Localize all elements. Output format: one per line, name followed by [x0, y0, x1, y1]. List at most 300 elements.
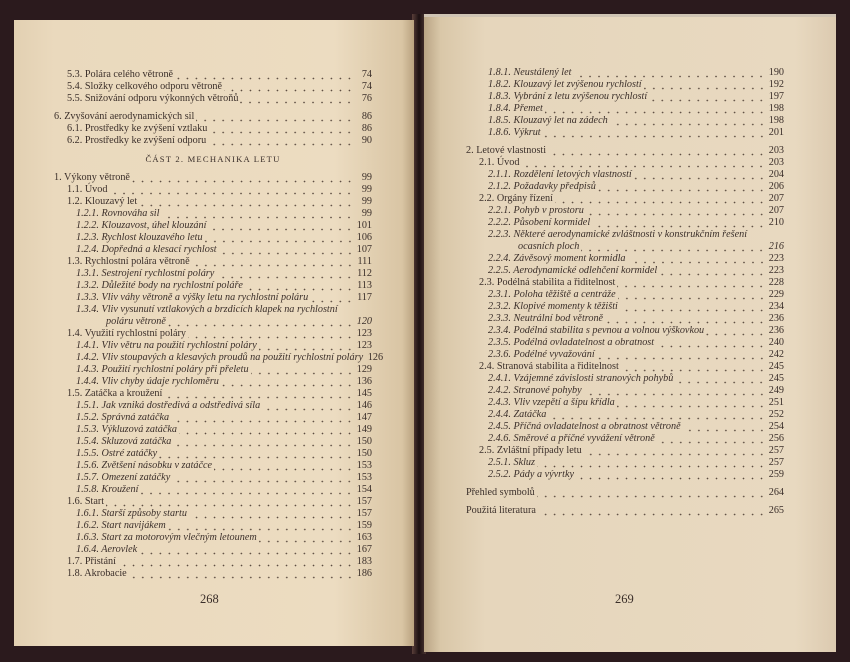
- entry-number: 1.5.6.: [76, 460, 99, 471]
- toc-entry-continuation: [54, 316, 372, 328]
- dot-leader: [545, 103, 766, 115]
- dot-leader: [159, 448, 354, 460]
- dot-leader: [584, 385, 766, 397]
- entry-page: 198: [768, 103, 784, 114]
- entry-number: 1.5.8.: [76, 484, 99, 495]
- dot-leader: [573, 67, 766, 79]
- dot-leader: [649, 91, 766, 103]
- entry-page: 157: [356, 496, 372, 507]
- dot-leader: [621, 361, 766, 373]
- entry-label: [76, 340, 257, 352]
- entry-page: 74: [361, 69, 372, 80]
- entry-label: [76, 460, 212, 472]
- dot-leader: [173, 436, 354, 448]
- entry-label: [76, 376, 219, 388]
- toc-entry: [466, 349, 784, 361]
- toc-entry: [466, 79, 784, 91]
- entry-title: Požadavky předpisů: [513, 181, 596, 192]
- entry-label: [488, 313, 603, 325]
- toc-group: [466, 505, 784, 517]
- dot-leader: [161, 208, 354, 220]
- entry-page: 145: [356, 388, 372, 399]
- entry-page: 257: [768, 445, 784, 456]
- dot-leader: [164, 388, 354, 400]
- entry-label: [54, 111, 194, 123]
- toc-entry: [466, 409, 784, 421]
- entry-label: [479, 193, 553, 205]
- toc-entry: [54, 448, 372, 460]
- entry-title: Rychlostní polára větroně: [84, 256, 190, 267]
- toc-group: [466, 67, 784, 139]
- entry-number: 6.: [54, 111, 62, 122]
- entry-title: Úvod: [496, 157, 520, 168]
- page-number: 268: [200, 592, 219, 606]
- toc-entry: [54, 412, 372, 424]
- entry-label: [479, 277, 615, 289]
- toc-entry: [466, 337, 784, 349]
- entry-label: [479, 361, 619, 373]
- toc-entry: [54, 93, 372, 105]
- dot-leader: [683, 421, 766, 433]
- dot-leader: [598, 181, 766, 193]
- toc-entry: [466, 91, 784, 103]
- dot-leader: [618, 289, 766, 301]
- entry-title: Vliv vzepětí a šípu křídla: [513, 397, 615, 408]
- toc-entry: [54, 436, 372, 448]
- entry-page: 234: [768, 301, 784, 312]
- entry-title: Akrobacie: [84, 568, 127, 579]
- entry-number: 1.2.1.: [76, 208, 99, 219]
- toc-entry: [466, 157, 784, 169]
- entry-page: 113: [357, 280, 372, 291]
- toc-group: [54, 111, 372, 147]
- entry-title: Jak vzniká dostředivá a odstředivá síla: [101, 400, 261, 411]
- toc-entry: [466, 469, 784, 481]
- entry-label: [67, 556, 116, 568]
- entry-title: Neustálený let: [513, 67, 572, 78]
- entry-number: 2.4.4.: [488, 409, 511, 420]
- entry-number: 2.3.: [479, 277, 495, 288]
- entry-page: 86: [361, 111, 372, 122]
- entry-label: [67, 496, 104, 508]
- entry-label: [54, 172, 130, 184]
- entry-label: [67, 388, 162, 400]
- entry-page: 117: [357, 292, 372, 303]
- entry-number: 1.5.4.: [76, 436, 99, 447]
- toc-entry: [466, 205, 784, 217]
- dot-leader: [196, 111, 354, 123]
- entry-number: 2.5.: [479, 445, 495, 456]
- dot-leader: [251, 364, 354, 376]
- toc-entry: [54, 508, 372, 520]
- entry-number: 1.1.: [67, 184, 83, 195]
- toc-entry: [54, 568, 372, 580]
- entry-number: 2.4.: [479, 361, 495, 372]
- entry-title: Prostředky ke zvýšení odporu: [84, 135, 207, 146]
- entry-number: 1.6.4.: [76, 544, 99, 555]
- toc-entry: [54, 352, 384, 364]
- entry-title: Skluz: [513, 457, 535, 468]
- entry-page: 157: [356, 508, 372, 519]
- entry-number: 2.2.3.: [488, 229, 511, 240]
- dot-leader: [192, 256, 354, 268]
- entry-number: 2.3.6.: [488, 349, 511, 360]
- entry-label: [67, 568, 127, 580]
- entry-title: Stranové pohyby: [513, 385, 582, 396]
- dot-leader: [592, 217, 766, 229]
- entry-page: 99: [361, 172, 372, 183]
- entry-page: 136: [356, 376, 372, 387]
- entry-page: 86: [361, 123, 372, 134]
- dot-leader: [548, 145, 766, 157]
- entry-title: Klouzavý let zvýšenou rychlostí: [513, 79, 642, 90]
- entry-label: [488, 67, 571, 79]
- toc-entry: [54, 111, 372, 123]
- entry-number: 6.2.: [67, 135, 83, 146]
- entry-label: [488, 265, 657, 277]
- entry-title: Pády a vývrtky: [513, 469, 574, 480]
- entry-title: Zvláštní případy letu: [496, 445, 582, 456]
- entry-number: 1.6.: [67, 496, 83, 507]
- dot-leader: [140, 484, 354, 496]
- entry-number: 1.2.3.: [76, 232, 99, 243]
- entry-title-continued: poláru větroně: [106, 316, 166, 327]
- table-of-contents: [466, 67, 784, 523]
- toc-entry: [54, 172, 372, 184]
- entry-page: 256: [768, 433, 784, 444]
- entry-page: 257: [768, 457, 784, 468]
- dot-leader: [219, 244, 354, 256]
- entry-page: 223: [768, 253, 784, 264]
- entry-title: Vliv váhy větroně a výšky letu na rychlostní poláru: [101, 292, 309, 303]
- toc-entry: [466, 277, 784, 289]
- dot-leader: [208, 135, 354, 147]
- entry-title: Poloha těžiště a centráže: [513, 289, 616, 300]
- entry-number: 2.3.1.: [488, 289, 511, 300]
- entry-number: 5.3.: [67, 69, 83, 80]
- entry-number: 1.8.1.: [488, 67, 511, 78]
- entry-label: [76, 292, 308, 304]
- entry-title: Polára celého větroně: [84, 69, 174, 80]
- entry-number: 1.8.5.: [488, 115, 511, 126]
- entry-label: [67, 93, 238, 105]
- entry-page: 197: [768, 91, 784, 102]
- entry-title: Snižování odporu výkonných větroňů: [84, 93, 239, 104]
- entry-number: 1.8.2.: [488, 79, 511, 90]
- entry-number: 2.3.4.: [488, 325, 511, 336]
- entry-page: 76: [361, 93, 372, 104]
- entry-label: [488, 253, 626, 265]
- dot-leader: [106, 496, 354, 508]
- entry-page: 216: [768, 241, 784, 252]
- entry-number: 2.1.2.: [488, 181, 511, 192]
- entry-title: Stranová stabilita a řiditelnost: [496, 361, 619, 372]
- entry-label: [466, 145, 546, 157]
- dot-leader: [584, 445, 766, 457]
- entry-label: [76, 400, 260, 412]
- entry-page: 240: [768, 337, 784, 348]
- entry-label: [76, 364, 249, 376]
- dot-leader: [168, 520, 354, 532]
- entry-title: Skluzová zatáčka: [101, 436, 172, 447]
- entry-number: 1.2.4.: [76, 244, 99, 255]
- entry-number: 1.5.3.: [76, 424, 99, 435]
- entry-number: 1.4.: [67, 328, 83, 339]
- entry-number: 1.5.5.: [76, 448, 99, 459]
- dot-leader: [175, 69, 354, 81]
- dot-leader: [657, 433, 766, 445]
- toc-entry: [54, 208, 372, 220]
- dot-leader: [597, 349, 766, 361]
- entry-page: 167: [356, 544, 372, 555]
- entry-number: 1.3.: [67, 256, 83, 267]
- toc-entry: [54, 460, 372, 472]
- toc-entry: [54, 544, 372, 556]
- dot-leader: [605, 313, 766, 325]
- entry-title: Podélná stabilita a řiditelnost: [496, 277, 616, 288]
- dot-leader: [259, 532, 354, 544]
- entry-page: 106: [356, 232, 372, 243]
- entry-page: 264: [768, 487, 784, 498]
- dot-leader: [172, 472, 354, 484]
- entry-page: 210: [768, 217, 784, 228]
- dot-leader: [189, 508, 354, 520]
- entry-label: [488, 217, 590, 229]
- table-of-contents: [54, 69, 384, 586]
- entry-label: [76, 448, 157, 460]
- dot-leader: [555, 193, 766, 205]
- entry-title: Start navijákem: [101, 520, 166, 531]
- entry-title: Příčná ovladatelnost a obratnost větroně: [513, 421, 681, 432]
- dot-leader: [132, 172, 354, 184]
- entry-number: 1.4.3.: [76, 364, 99, 375]
- entry-page: 259: [768, 469, 784, 480]
- entry-number: 2.3.5.: [488, 337, 511, 348]
- toc-entry: [54, 532, 372, 544]
- toc-entry: [466, 421, 784, 433]
- dot-leader: [656, 337, 766, 349]
- dot-leader: [259, 340, 354, 352]
- entry-page: 146: [356, 400, 372, 411]
- dot-leader: [576, 469, 766, 481]
- entry-page: 251: [768, 397, 784, 408]
- toc-entry: [466, 457, 784, 469]
- entry-label: [76, 532, 257, 544]
- entry-number: 5.4.: [67, 81, 83, 92]
- entry-label: [488, 169, 632, 181]
- entry-label: [67, 196, 137, 208]
- dot-leader: [109, 184, 354, 196]
- dot-leader: [537, 457, 766, 469]
- entry-number: 1.: [54, 172, 62, 183]
- entry-title: Sestrojení rychlostní poláry: [101, 268, 215, 279]
- toc-group: [466, 145, 784, 481]
- entry-number: 1.8.3.: [488, 91, 511, 102]
- entry-number: 5.5.: [67, 93, 83, 104]
- entry-label: [76, 280, 243, 292]
- entry-title: Složky celkového odporu větroně: [84, 81, 223, 92]
- entry-number: 2.3.2.: [488, 301, 511, 312]
- entry-label: [76, 220, 206, 232]
- entry-number: 2.2.2.: [488, 217, 511, 228]
- dot-leader: [634, 169, 766, 181]
- entry-label: [488, 301, 618, 313]
- entry-label: [488, 229, 747, 241]
- toc-entry: [466, 229, 784, 241]
- entry-page: 265: [768, 505, 784, 516]
- entry-title: Přehled symbolů: [466, 487, 535, 498]
- dot-leader: [538, 505, 766, 517]
- entry-number: 1.3.4.: [76, 304, 99, 315]
- entry-label: [488, 289, 616, 301]
- entry-number: 1.2.2.: [76, 220, 99, 231]
- entry-title: Použitá literatura: [466, 505, 536, 516]
- entry-label: [488, 409, 546, 421]
- entry-number: 1.5.2.: [76, 412, 99, 423]
- entry-label: [76, 352, 363, 364]
- entry-title: Rychlost klouzavého letu: [101, 232, 203, 243]
- entry-title: Vzájemné závislosti stranových pohybů: [513, 373, 674, 384]
- toc-entry: [54, 69, 372, 81]
- entry-title: Pohyb v prostoru: [513, 205, 584, 216]
- dot-leader: [644, 79, 766, 91]
- entry-label: [479, 157, 519, 169]
- entry-page: 207: [768, 205, 784, 216]
- entry-label: [67, 69, 173, 81]
- dot-leader: [139, 196, 354, 208]
- entry-title: Zvyšování aerodynamických sil: [64, 111, 195, 122]
- dot-leader: [610, 115, 766, 127]
- entry-title: Závěsový moment kormidla: [513, 253, 626, 264]
- entry-title: Vliv chyby údaje rychloměru: [101, 376, 219, 387]
- entry-label: [67, 184, 107, 196]
- entry-label: [466, 487, 535, 499]
- toc-entry: [466, 445, 784, 457]
- entry-title: Použití rychlostní poláry při přeletu: [101, 364, 249, 375]
- toc-entry: [54, 280, 372, 292]
- dot-leader: [659, 265, 766, 277]
- right-page: [424, 14, 836, 652]
- toc-entry: [54, 184, 372, 196]
- entry-label: [76, 232, 203, 244]
- toc-entry: [466, 433, 784, 445]
- entry-title: Zvětšení násobku v zatáčce: [101, 460, 213, 471]
- toc-entry: [466, 217, 784, 229]
- entry-title: Starší způsoby startu: [101, 508, 187, 519]
- dot-leader: [240, 93, 354, 105]
- part-heading: ČÁST 2. MECHANIKA LETU: [145, 154, 281, 164]
- entry-number: 2.2.4.: [488, 253, 511, 264]
- entry-title: Klouzavý let na zádech: [513, 115, 608, 126]
- entry-label: [76, 268, 214, 280]
- entry-page: 107: [356, 244, 372, 255]
- entry-title: Úvod: [84, 184, 108, 195]
- entry-label: [488, 421, 681, 433]
- entry-page: 99: [361, 196, 372, 207]
- toc-entry: [54, 123, 372, 135]
- entry-page: 192: [768, 79, 784, 90]
- entry-label: [466, 505, 536, 517]
- entry-number: 2.1.1.: [488, 169, 511, 180]
- entry-label: [488, 115, 608, 127]
- dot-leader: [118, 556, 354, 568]
- entry-page: 204: [768, 169, 784, 180]
- entry-label: [488, 385, 582, 397]
- dot-leader: [262, 400, 354, 412]
- entry-page: 120: [356, 316, 372, 327]
- entry-page: 236: [768, 325, 784, 336]
- toc-entry: [54, 244, 372, 256]
- entry-number: 1.5.1.: [76, 400, 99, 411]
- entry-title: Některé aerodynamické zvláštnosti v konstrukčním řešení: [513, 229, 748, 240]
- dot-leader: [310, 292, 354, 304]
- entry-label: [488, 337, 654, 349]
- entry-label: [67, 328, 186, 340]
- entry-title: Vliv vysunutí vztlakových a brzdicích klapek na rychlostní: [101, 304, 338, 315]
- entry-label: [488, 397, 615, 409]
- entry-title: Využití rychlostní poláry: [84, 328, 186, 339]
- entry-page: 123: [356, 340, 372, 351]
- entry-label: [488, 181, 596, 193]
- entry-title: Klouzavost, úhel klouzání: [101, 220, 207, 231]
- entry-title: Přemet: [513, 103, 543, 114]
- entry-page: 111: [357, 256, 372, 267]
- entry-page: 150: [356, 436, 372, 447]
- toc-group: [54, 153, 384, 580]
- entry-number: 1.8.4.: [488, 103, 511, 114]
- entry-page: 99: [361, 184, 372, 195]
- entry-label: [67, 123, 207, 135]
- entry-label: [479, 445, 582, 457]
- entry-title: Orgány řízení: [496, 193, 553, 204]
- entry-label: [488, 457, 535, 469]
- dot-leader: [617, 397, 766, 409]
- toc-entry: [466, 193, 784, 205]
- entry-title: Důležité body na rychlostní poláře: [101, 280, 243, 291]
- toc-entry: [466, 115, 784, 127]
- entry-label: [67, 81, 222, 93]
- entry-page: 186: [356, 568, 372, 579]
- toc-entry: [54, 340, 372, 352]
- entry-page: 190: [768, 67, 784, 78]
- entry-page: 242: [768, 349, 784, 360]
- toc-entry: [54, 292, 372, 304]
- toc-entry: [54, 520, 372, 532]
- entry-label: [488, 349, 595, 361]
- toc-entry: [54, 304, 372, 316]
- dot-leader: [521, 157, 766, 169]
- entry-label: [76, 544, 137, 556]
- dot-leader: [628, 253, 766, 265]
- entry-number: 1.6.2.: [76, 520, 99, 531]
- entry-label: [488, 325, 704, 337]
- entry-title: Zatáčka: [513, 409, 547, 420]
- entry-page: 159: [356, 520, 372, 531]
- entry-title: Vliv větru na použití rychlostní poláry: [101, 340, 257, 351]
- dot-leader: [543, 127, 766, 139]
- entry-number: 1.4.2.: [76, 352, 99, 363]
- entry-number: 2.3.3.: [488, 313, 511, 324]
- entry-number: 1.6.3.: [76, 532, 99, 543]
- dot-leader: [139, 544, 354, 556]
- entry-number: 1.5.7.: [76, 472, 99, 483]
- dot-leader: [620, 301, 766, 313]
- toc-entry: [54, 328, 372, 340]
- entry-page: 203: [768, 157, 784, 168]
- entry-label: [76, 424, 177, 436]
- entry-title: Dopředná a klesací rychlost: [101, 244, 217, 255]
- entry-number: 2.1.: [479, 157, 495, 168]
